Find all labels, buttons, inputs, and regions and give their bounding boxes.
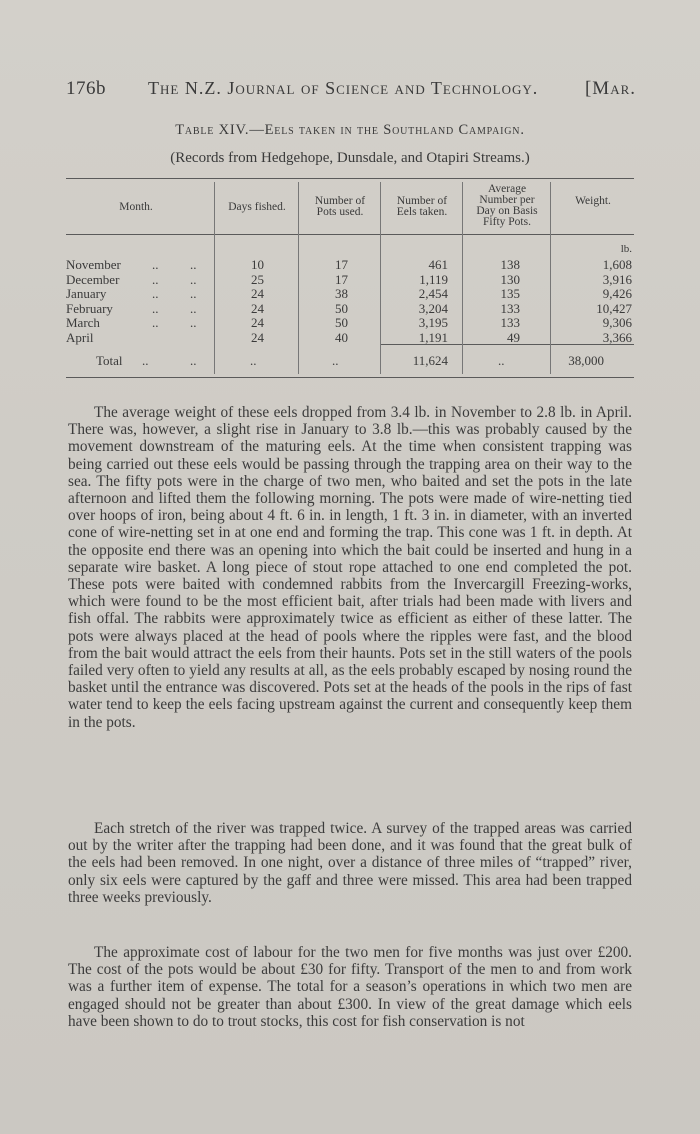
row-month: March	[66, 315, 100, 331]
header-weight: Weight.	[575, 195, 611, 207]
row-days: 25	[251, 271, 264, 287]
column-divider	[380, 182, 381, 374]
leader-dots: ..	[190, 257, 197, 272]
row-days: 24	[251, 330, 264, 345]
row-pots: 38	[335, 286, 348, 302]
row-average: 49	[507, 330, 520, 345]
row-pots: 17	[335, 257, 348, 272]
leader-dots: ..	[190, 353, 197, 368]
table-subtitle: (Records from Hedgehope, Dunsdale, and Otapiri Streams.)	[170, 150, 530, 166]
leader-dots: ..	[332, 353, 339, 368]
row-month: December	[66, 271, 120, 287]
row-pots: 40	[335, 330, 348, 345]
leader-dots: ..	[152, 315, 159, 331]
column-divider	[550, 182, 551, 374]
row-month: November	[66, 257, 121, 272]
row-month: February	[66, 300, 113, 316]
row-average: 135	[500, 286, 520, 302]
row-eels: 1,191	[418, 330, 448, 345]
leader-dots: ..	[190, 271, 197, 287]
table-title: Table XIV.—Eels taken in the Southland Campaign.	[175, 122, 525, 138]
leader-dots: ..	[250, 353, 257, 368]
weight-unit: lb.	[620, 243, 632, 255]
total-weight: 38,000	[568, 353, 604, 368]
table-bottom-rule	[66, 377, 634, 378]
paragraph-2: Each stretch of the river was trapped twice. A survey of the trapped areas was carried out by the writer after the trapping had been done, and it was found that the great bulk of the eels had been removed. In one night, over a distance of three miles of “trapped” river, only six eels were captured by the gaff and three were missed. This area had been trapped three weeks previously.	[68, 820, 632, 906]
leader-dots: ..	[190, 315, 197, 331]
table-top-rule	[66, 178, 634, 179]
header-month: Month.	[119, 201, 153, 213]
row-pots: 50	[335, 300, 348, 316]
row-weight: 3,366	[602, 330, 632, 345]
row-average: 130	[500, 271, 520, 287]
header-days: Days fished.	[228, 201, 286, 213]
row-eels: 3,204	[418, 300, 448, 316]
row-weight: 3,916	[602, 271, 632, 287]
eels-table	[66, 178, 634, 378]
row-average: 138	[500, 257, 520, 272]
row-weight: 1,608	[602, 257, 632, 272]
row-days: 24	[251, 286, 264, 302]
column-divider	[462, 182, 463, 374]
row-days: 24	[251, 315, 264, 331]
header-eels: Number of Eels taken.	[396, 195, 448, 218]
column-divider	[298, 182, 299, 374]
issue-label: [Mar.	[584, 78, 636, 99]
leader-dots: ..	[152, 271, 159, 287]
leader-dots: ..	[190, 286, 197, 302]
column-divider	[214, 182, 215, 374]
row-pots: 17	[335, 271, 348, 287]
row-days: 10	[251, 257, 264, 272]
running-head	[66, 78, 636, 102]
page-number: 176b	[66, 78, 106, 99]
paragraph-3: The approximate cost of labour for the two men for five months was just over £200. The cost of the pots would be about £30 for fifty. Transport of the men to and from work was a further item of expense. The total for a season’s operations in which two men are engaged should not be greater than about £300. In view of the great damage which eels have been shown to do to trout stocks, this cost for fish conservation is not	[68, 944, 632, 1030]
leader-dots: ..	[498, 353, 505, 368]
leader-dots: ..	[142, 353, 149, 368]
row-weight: 9,426	[602, 286, 632, 302]
total-label: Total	[96, 353, 123, 368]
row-eels: 1,119	[419, 271, 448, 287]
leader-dots: ..	[190, 300, 197, 316]
row-days: 24	[251, 300, 264, 316]
row-weight: 10,427	[596, 300, 632, 316]
row-month: January	[66, 286, 107, 302]
row-average: 133	[500, 300, 520, 316]
row-eels: 3,195	[418, 315, 448, 331]
table-header-rule	[66, 234, 634, 235]
header-pots: Number of Pots used.	[314, 195, 366, 218]
row-weight: 9,306	[602, 315, 632, 331]
journal-title: The N.Z. Journal of Science and Technology.	[148, 78, 539, 98]
leader-dots: ..	[152, 257, 159, 272]
leader-dots: ..	[152, 300, 159, 316]
total-eels: 11,624	[412, 353, 448, 368]
row-month: April	[66, 330, 94, 345]
row-pots: 50	[335, 315, 348, 331]
leader-dots: ..	[152, 286, 159, 302]
row-average: 133	[500, 315, 520, 331]
paragraph-1: The average weight of these eels dropped from 3.4 lb. in November to 2.8 lb. in April. There was, however, a slight rise in January to 3.8 lb.—this was probably caused by the movement downstream of the maturing eels. At the time when consistent trapping was being carried out these eels would be passing through the trapping area on their way to the sea. The fifty pots were in the charge of two men, who baited and set the pots in the late afternoon and lifted them the following morning. The pots were made of wire-netting tied over hoops of iron, being about 4 ft. 6 in. in length, 1 ft. 3 in. in diameter, with an inverted cone of wire-netting set in at one end and forming the trap. This cone was 1 ft. in depth. At the opposite end there was an opening into which the bait could be inserted and hung in a separate wire basket. A long piece of stout rope attached to one end completed the pot. These pots were baited with condemned rabbits from the Invercargill Freezing-works, which were found to be the most efficient bait, after trials had been made with livers and fish offal. The rabbits were approximately twice as efficient as either of these latter. The pots were always placed at the head of pools where the ripples were fast, and the blood from the bait would attract the eels from their haunts. Pots set in the still waters of the pools failed very often to yield any results at all, as the eels probably escaped by nosing round the basket until the entrance was discovered. Pots set at the heads of the pools in the rips of fast water tend to keep the eels facing upstream against the current and consequently keep them in the pots.	[68, 404, 632, 731]
row-eels: 2,454	[418, 286, 448, 302]
header-average: Average Number per Day on Basis Fifty Pots.	[476, 183, 538, 228]
row-eels: 461	[428, 257, 448, 272]
